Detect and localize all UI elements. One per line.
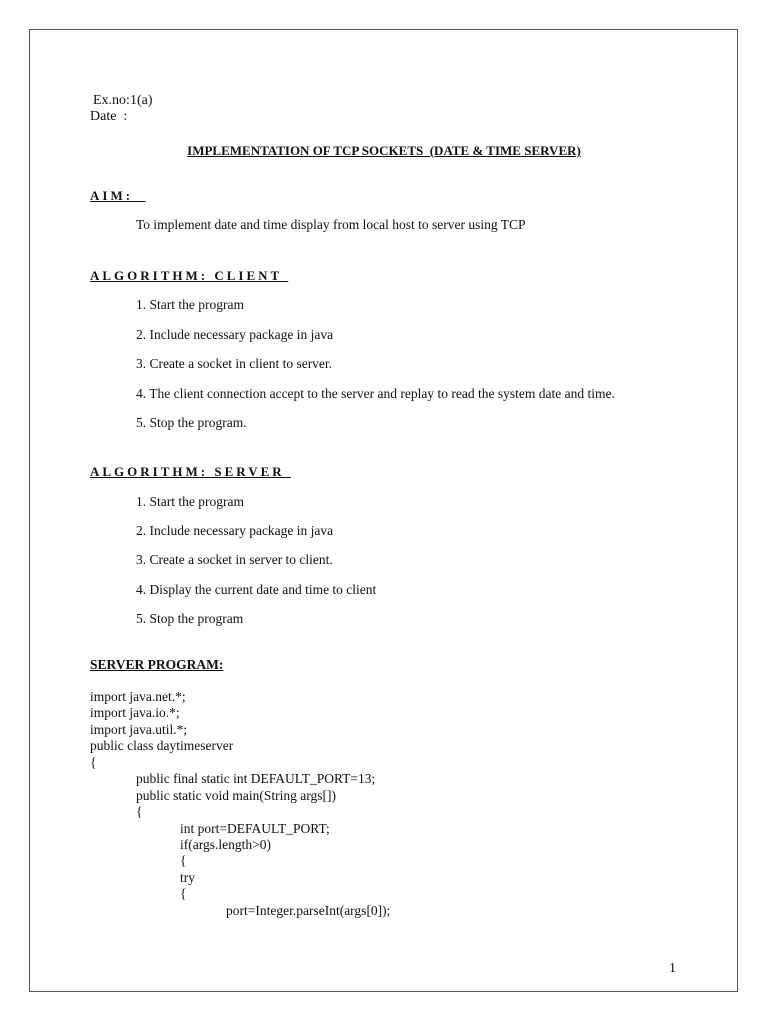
aim-text: To implement date and time display from local host to server using TCP bbox=[136, 217, 526, 232]
code-line: try bbox=[180, 870, 195, 885]
page-border bbox=[29, 29, 738, 992]
client-step: 3. Create a socket in client to server. bbox=[136, 356, 333, 371]
client-step: 1. Start the program bbox=[136, 297, 244, 312]
code-line: { bbox=[90, 755, 97, 770]
code-line: public class daytimeserver bbox=[90, 738, 234, 753]
server-step: 5. Stop the program bbox=[136, 611, 244, 626]
date-label: Date : bbox=[90, 109, 128, 124]
server-step: 4. Display the current date and time to client bbox=[136, 582, 377, 597]
algorithm-client-heading: ALGORITHM: CLIENT bbox=[90, 268, 289, 283]
server-step: 1. Start the program bbox=[136, 494, 244, 509]
client-step: 4. The client connection accept to the server and replay to read the system date and time. bbox=[136, 386, 615, 401]
server-step: 3. Create a socket in server to client. bbox=[136, 552, 333, 567]
code-line: { bbox=[180, 886, 187, 901]
aim-heading: AIM: bbox=[90, 188, 146, 203]
server-program-heading: SERVER PROGRAM: bbox=[90, 657, 224, 672]
code-line: { bbox=[180, 853, 187, 868]
exercise-number: Ex.no:1(a) bbox=[93, 93, 153, 108]
code-line: port=Integer.parseInt(args[0]); bbox=[226, 903, 391, 918]
code-line: public final static int DEFAULT_PORT=13; bbox=[136, 771, 376, 786]
code-line: if(args.length>0) bbox=[180, 837, 271, 852]
code-line: { bbox=[136, 804, 143, 819]
code-line: public static void main(String args[]) bbox=[136, 788, 336, 803]
page-number: 1 bbox=[669, 961, 676, 976]
code-line: import java.util.*; bbox=[90, 722, 188, 737]
client-step: 2. Include necessary package in java bbox=[136, 327, 334, 342]
document-title: IMPLEMENTATION OF TCP SOCKETS (DATE & TIME SERVER) bbox=[187, 143, 581, 158]
code-line: import java.io.*; bbox=[90, 705, 180, 720]
code-line: import java.net.*; bbox=[90, 689, 186, 704]
code-line: int port=DEFAULT_PORT; bbox=[180, 821, 330, 836]
algorithm-server-heading: ALGORITHM: SERVER bbox=[90, 464, 291, 479]
client-step: 5. Stop the program. bbox=[136, 415, 247, 430]
server-step: 2. Include necessary package in java bbox=[136, 523, 334, 538]
